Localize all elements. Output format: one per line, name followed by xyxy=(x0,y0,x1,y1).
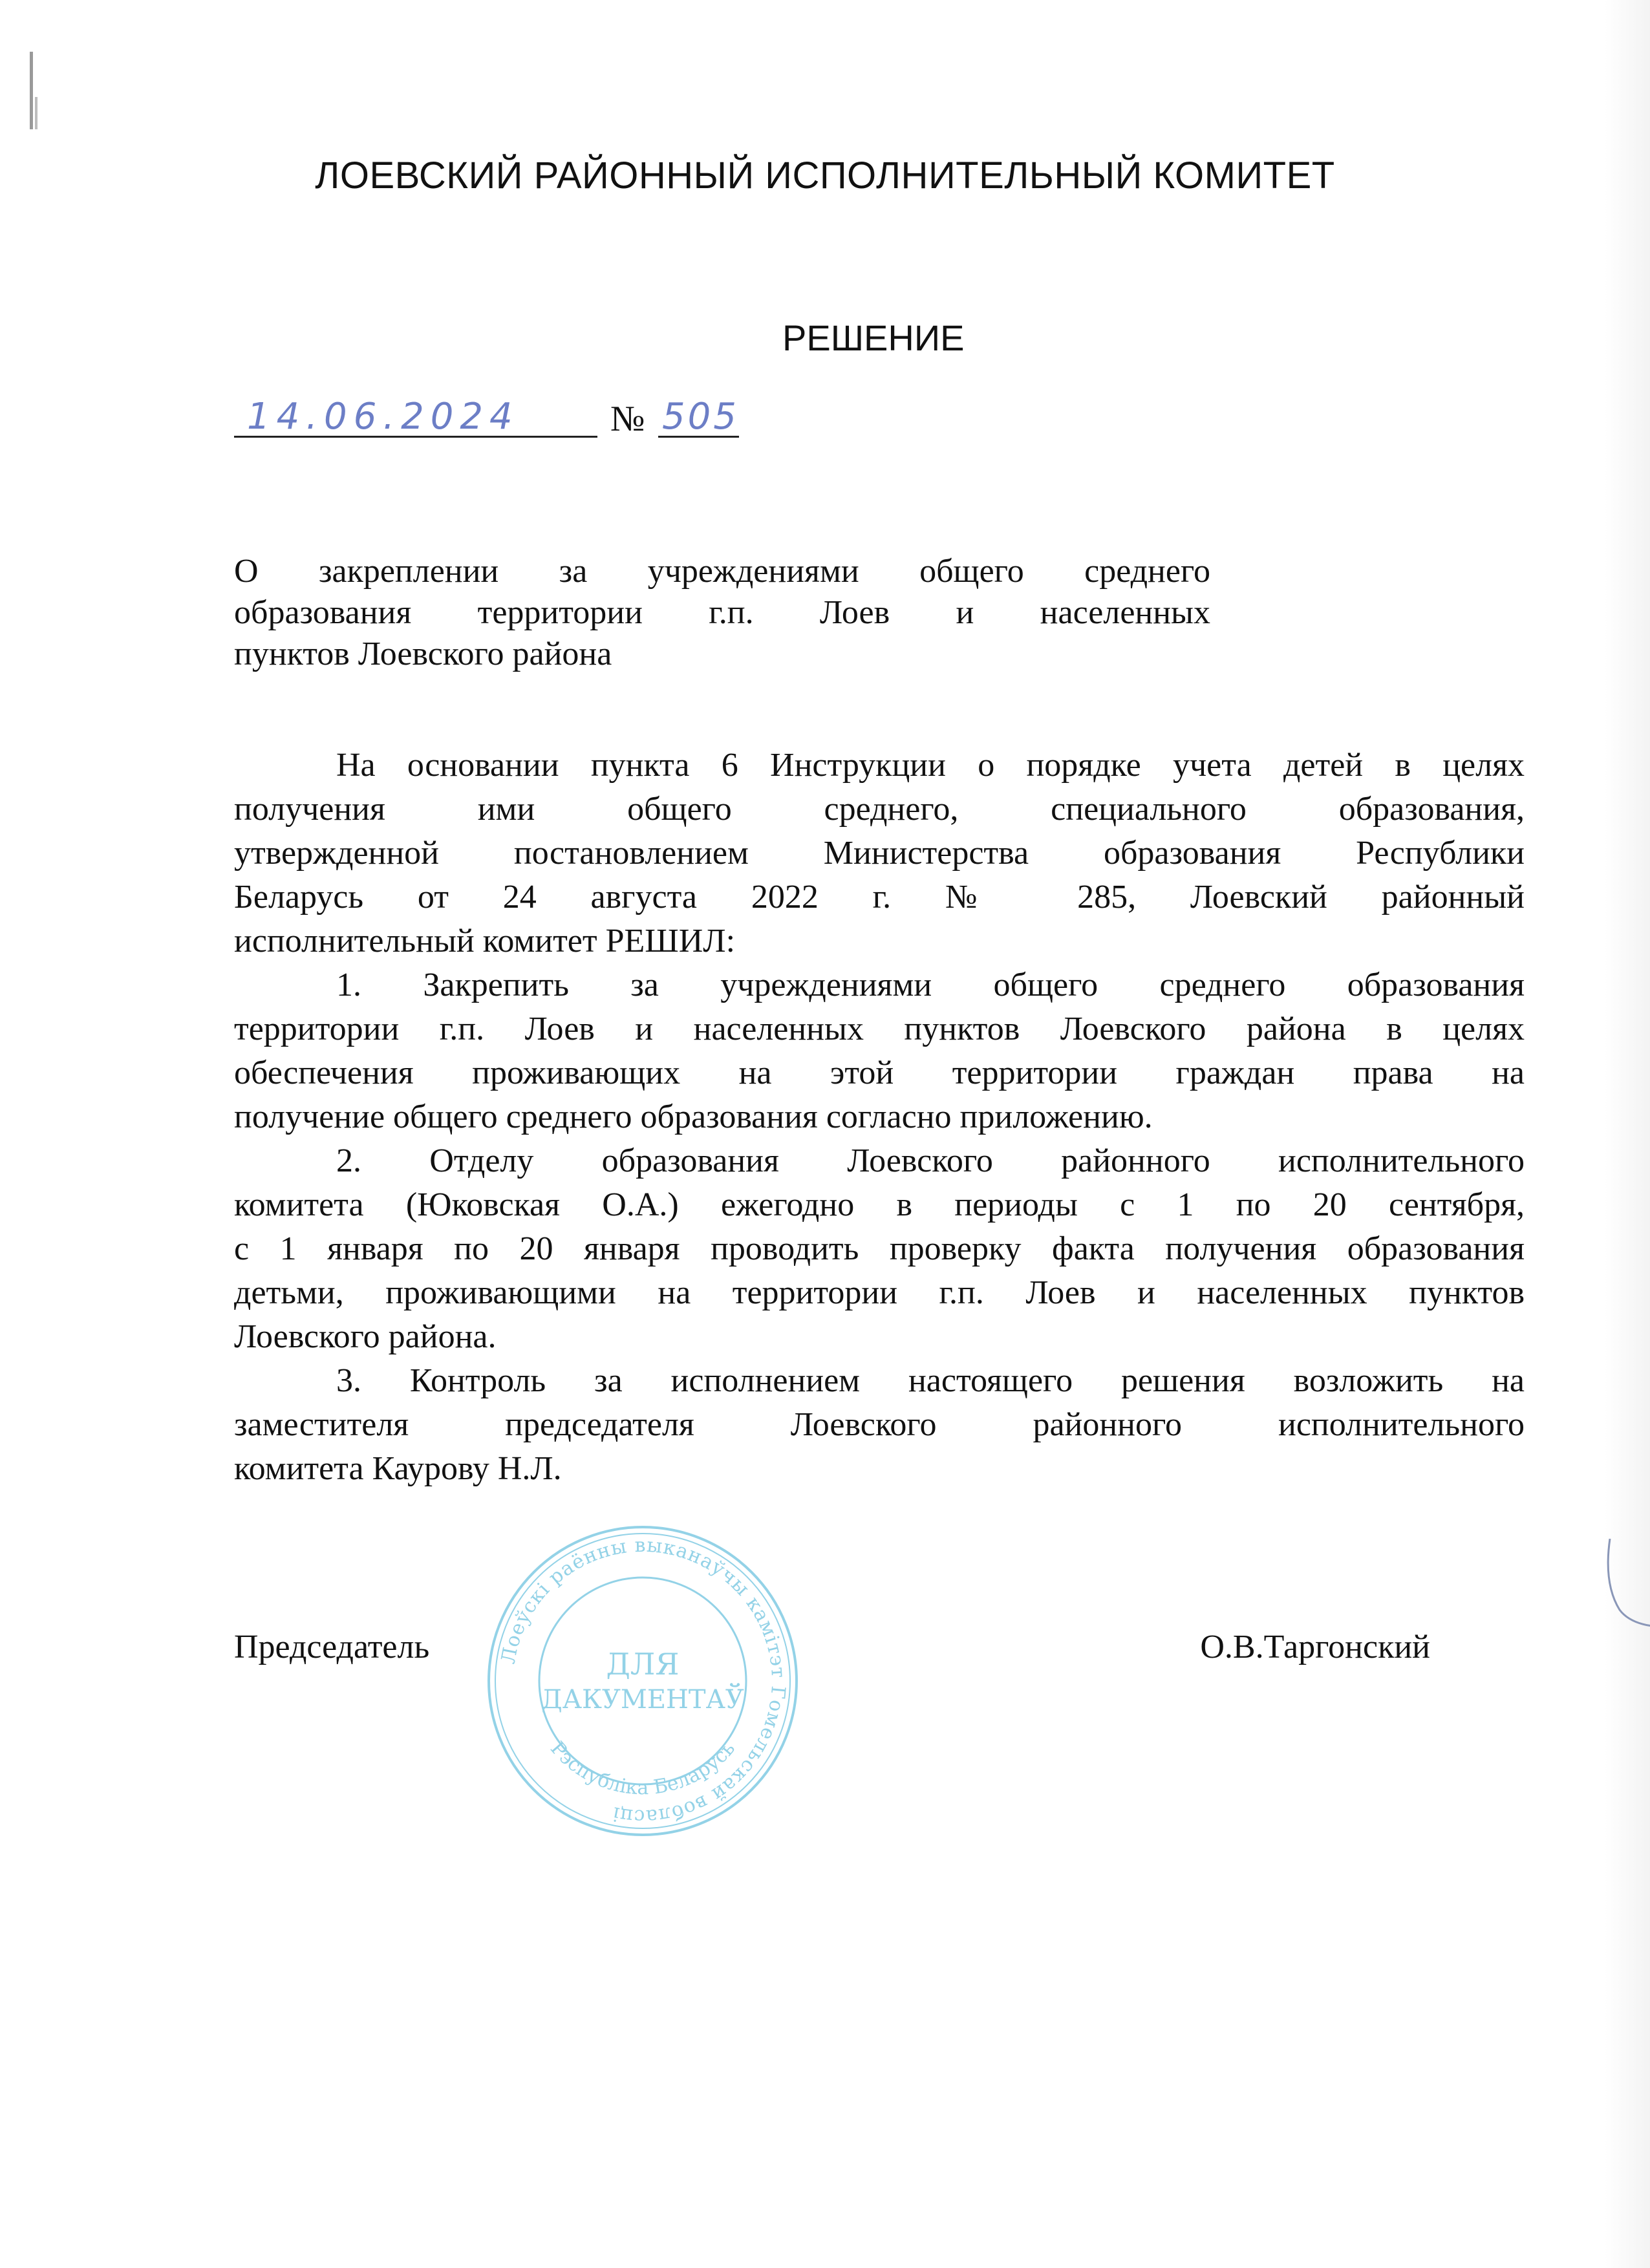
text-line: обеспечения проживающих на этой территории граждан права на xyxy=(234,1054,1525,1091)
preamble-paragraph xyxy=(234,744,1525,963)
text-line: территории г.п. Лоев и населенных пунктов Лоевского района в целях xyxy=(234,1011,1525,1047)
text-line: получения ими общего среднего, специального образования, xyxy=(234,791,1525,828)
text-line: 2. Отделу образования Лоевского районного исполнительного xyxy=(336,1142,1525,1179)
text-line: исполнительный комитет РЕШИЛ: xyxy=(234,923,736,959)
seal-center-line2: ДАКУМЕНТАЎ xyxy=(541,1685,744,1715)
subject-line: О закреплении за учреждениями общего среднего xyxy=(234,553,1210,590)
seal-center-line1: ДЛЯ xyxy=(606,1647,680,1682)
text-line: Беларусь от 24 августа 2022 г. № 285, Лоевский районный xyxy=(234,879,1525,915)
signatory-name: О.В.Таргонский xyxy=(1200,1629,1430,1665)
official-seal-stamp xyxy=(481,1519,804,1843)
scan-mark xyxy=(35,97,38,129)
document-body xyxy=(234,744,1525,1491)
text-line: 3. Контроль за исполнением настоящего решения возложить на xyxy=(336,1362,1525,1399)
document-subject xyxy=(234,551,1210,675)
handwritten-date: 14.06.2024 xyxy=(247,396,519,438)
organization-title: ЛОЕВСКИЙ РАЙОННЫЙ ИСПОЛНИТЕЛЬНЫЙ КОМИТЕТ xyxy=(315,155,1335,197)
text-line: 1. Закрепить за учреждениями общего среднего образования xyxy=(336,967,1525,1003)
text-line: с 1 января по 20 января проводить проверку факта получения образования xyxy=(234,1230,1525,1267)
scan-edge-shadow xyxy=(1605,0,1650,2268)
seal-outer-text: Лоеўскі раённы выканаўчы камітэт Гомельскай вобласці xyxy=(497,1534,790,1828)
handwritten-number: 505 xyxy=(662,396,739,438)
date-field xyxy=(234,396,597,438)
subject-line: образования территории г.п. Лоев и населенных xyxy=(234,594,1210,631)
number-sign: № xyxy=(610,399,645,439)
text-line: комитета (Юковская О.А.) ежегодно в периоды с 1 по 20 сентября, xyxy=(234,1186,1525,1223)
scan-mark xyxy=(30,52,33,129)
item-1-paragraph xyxy=(234,963,1525,1139)
item-3-paragraph xyxy=(234,1359,1525,1491)
seal-stamp-icon xyxy=(481,1519,804,1843)
scan-artifact-curve xyxy=(1603,1539,1650,1629)
number-field xyxy=(658,396,739,438)
subject-line: пунктов Лоевского района xyxy=(234,636,612,672)
signature-block xyxy=(234,1628,1430,1673)
text-line: утвержденной постановлением Министерства образования Республики xyxy=(234,835,1525,872)
document-type: РЕШЕНИЕ xyxy=(782,317,965,358)
seal-bottom-text: Рэспубліка Беларусь xyxy=(546,1737,740,1800)
item-2-paragraph xyxy=(234,1139,1525,1359)
text-line: получение общего среднего образования согласно приложению. xyxy=(234,1098,1153,1135)
text-line: детьми, проживающими на территории г.п. Лоев и населенных пунктов xyxy=(234,1274,1525,1311)
signatory-position: Председатель xyxy=(234,1629,430,1665)
text-line: Лоевского района. xyxy=(234,1318,497,1355)
text-line: На основании пункта 6 Инструкции о порядке учета детей в целях xyxy=(336,747,1525,784)
text-line: заместителя председателя Лоевского районного исполнительного xyxy=(234,1406,1525,1443)
text-line: комитета Каурову Н.Л. xyxy=(234,1450,562,1487)
